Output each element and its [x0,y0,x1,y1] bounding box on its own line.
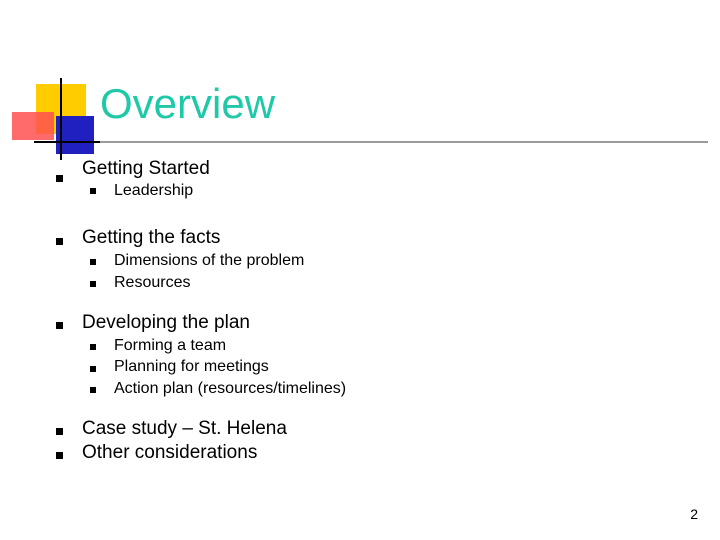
outline-item-getting-started: Getting Started [82,158,210,179]
outline-subitem-resources: Resources [114,274,191,291]
sub-bullet-icon [90,344,96,350]
outline-item-getting-facts: Getting the facts [82,227,221,248]
outline-subitem-dimensions: Dimensions of the problem [114,252,305,269]
outline-subitem-action-plan: Action plan (resources/timelines) [114,380,347,397]
title-underline [100,141,708,143]
decorative-vertical-line [60,78,62,160]
sub-bullet-icon [90,387,96,393]
outline-subitem-leadership: Leadership [114,182,194,199]
sub-bullet-icon [90,366,96,372]
outline-item-developing-plan: Developing the plan [82,312,250,333]
outline-subitem-forming-team: Forming a team [114,337,227,354]
sub-bullet-icon [90,259,96,265]
bullet-icon [56,428,63,435]
decorative-red-square [12,112,54,140]
outline-item-other-considerations: Other considerations [82,442,258,463]
bullet-icon [56,322,63,329]
decorative-horizontal-line-left [34,141,100,143]
outline-item-case-study: Case study – St. Helena [82,418,287,439]
slide-title: Overview [100,80,276,127]
page-number: 2 [690,506,698,522]
outline-subitem-planning-meetings: Planning for meetings [114,358,269,375]
bullet-icon [56,452,63,459]
bullet-icon [56,238,63,245]
sub-bullet-icon [90,281,96,287]
bullet-icon [56,175,63,182]
sub-bullet-icon [90,188,96,194]
